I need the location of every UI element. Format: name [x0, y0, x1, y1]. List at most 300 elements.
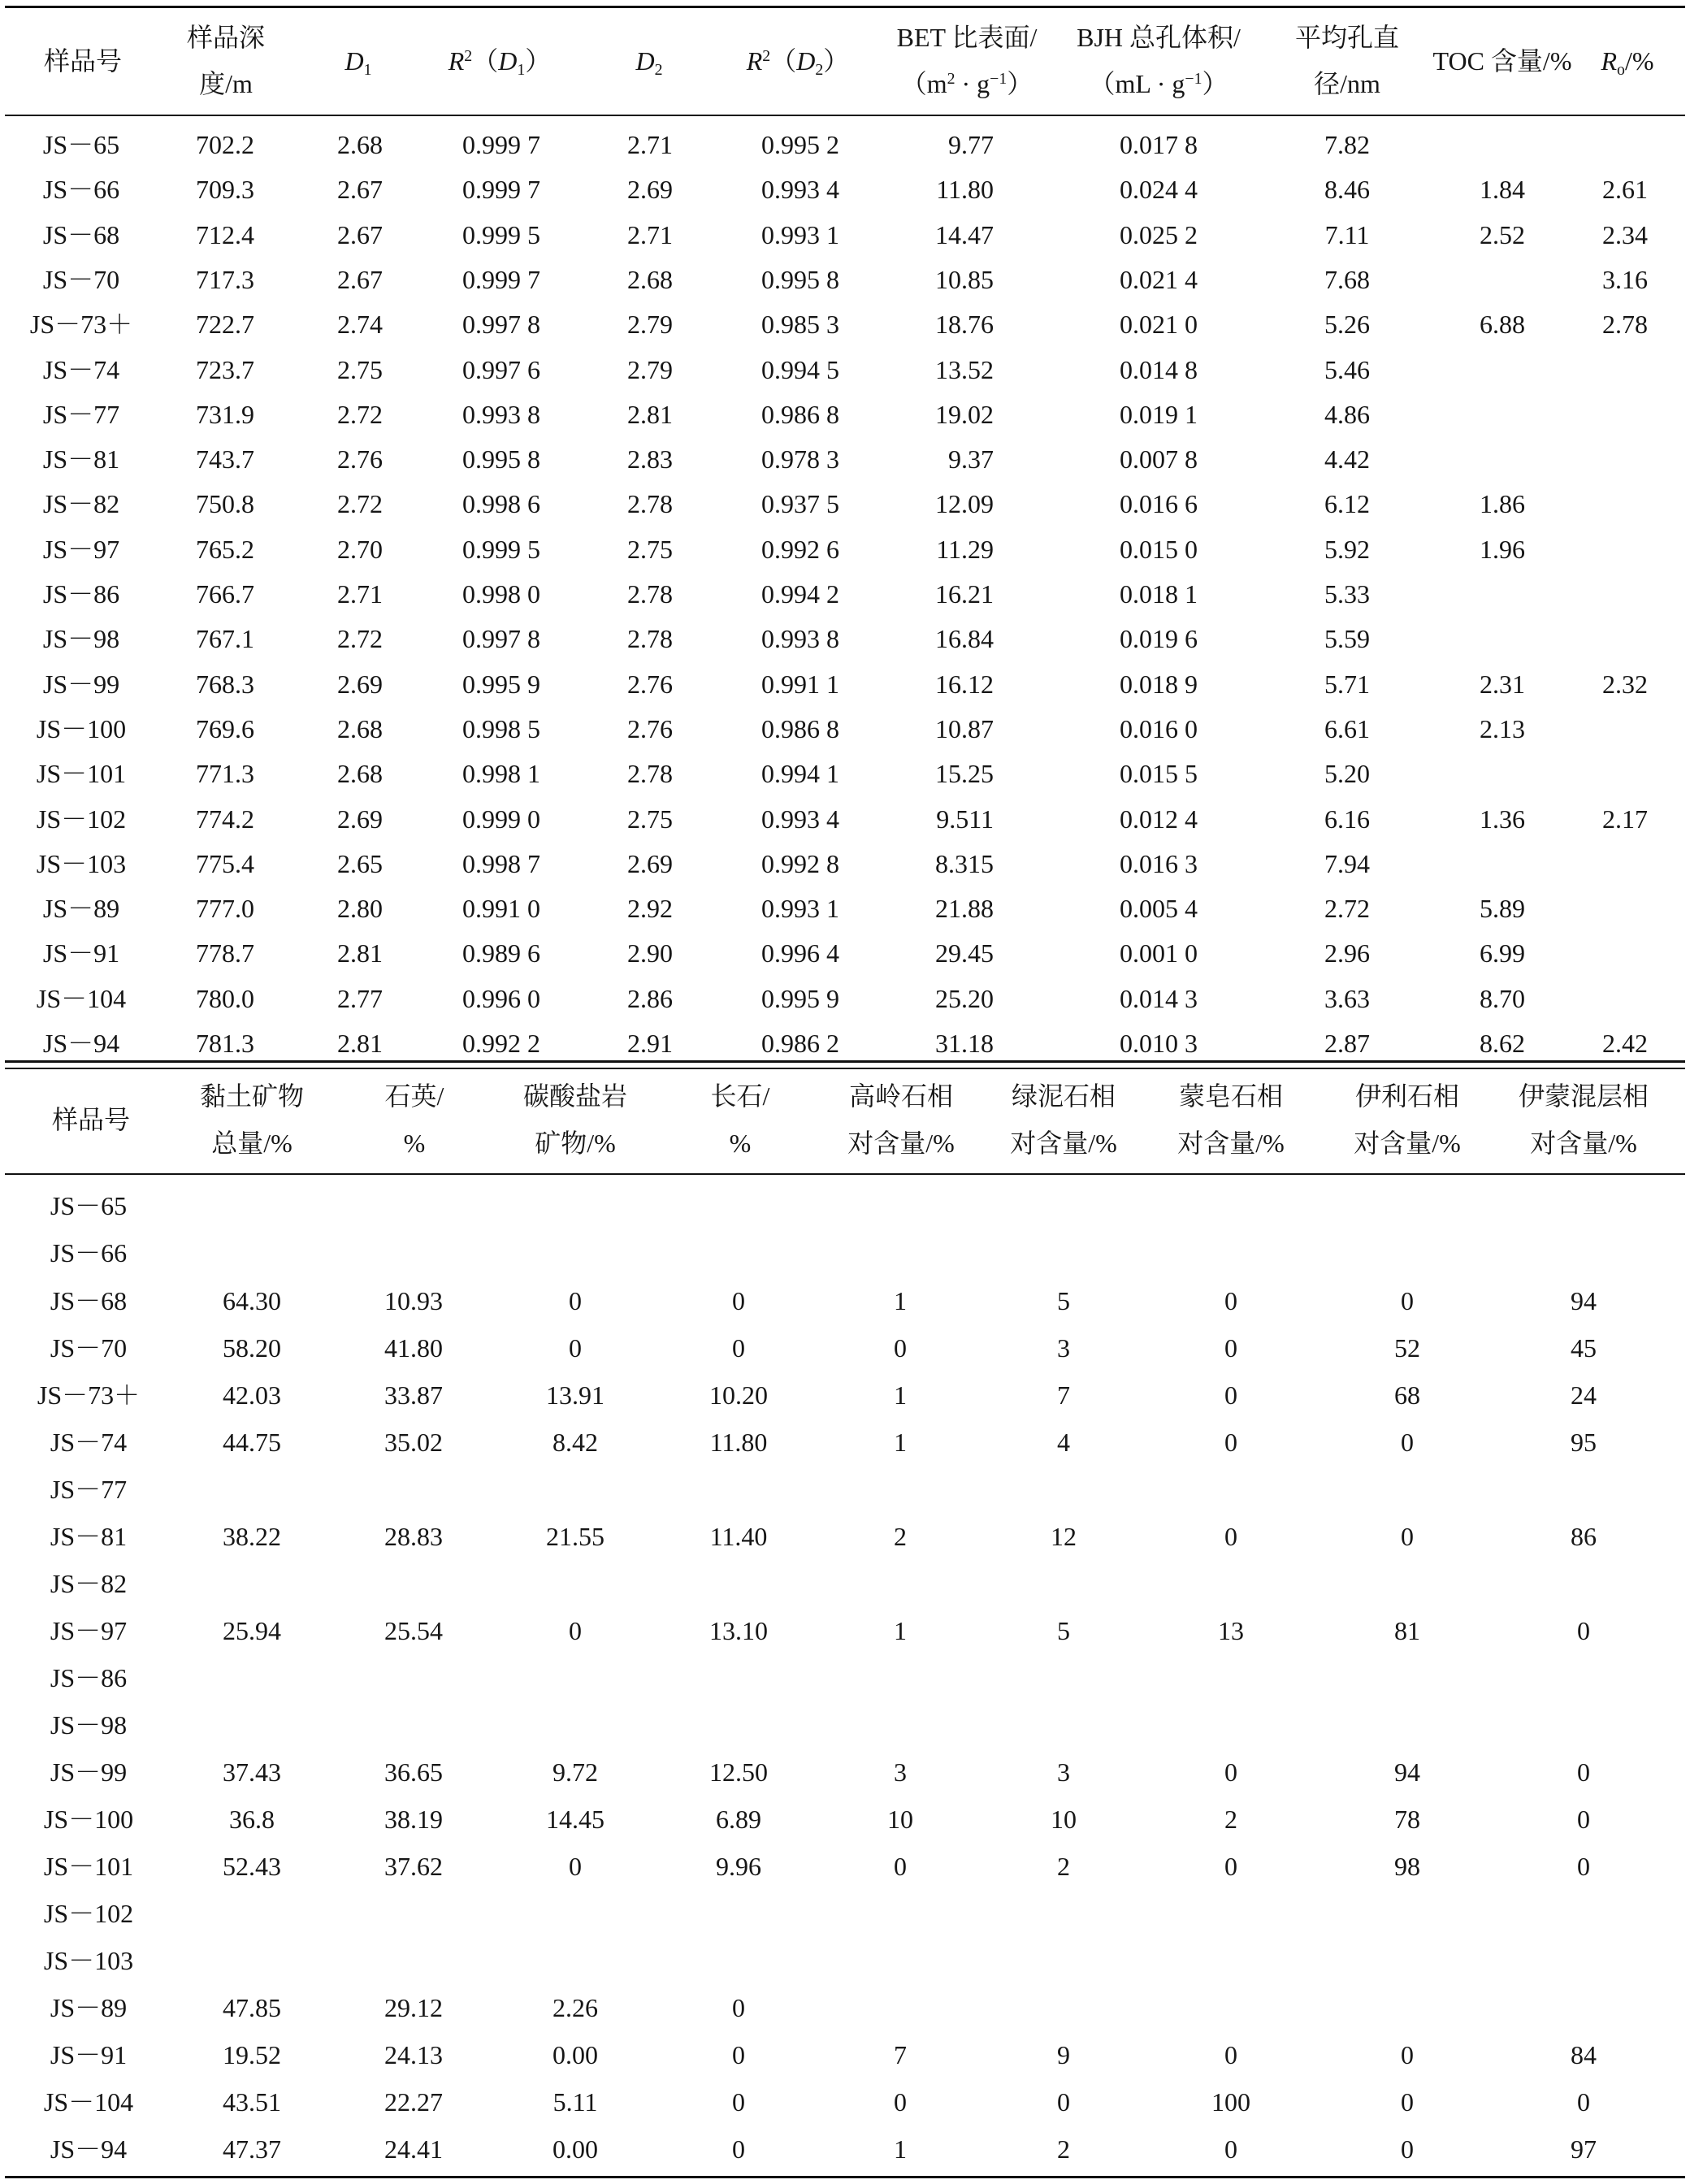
cell-smectite: 2: [1224, 1805, 1237, 1835]
cell-sample: JS－89: [42, 894, 120, 924]
d-subscript: 1: [517, 61, 526, 80]
cell-feldspar: 10.20: [709, 1380, 768, 1410]
cell-sample: JS－103: [43, 1946, 134, 1976]
cell-illite-smectite: 86: [1571, 1521, 1597, 1551]
table-row: [0, 2080, 1690, 2124]
cell-sample: JS－103: [36, 848, 127, 878]
cell-kaolinite: [852, 1892, 949, 1935]
cell-chlorite: 2: [1057, 1852, 1070, 1882]
t2-header-chlorite-line1: 绿泥石相: [1011, 1081, 1116, 1111]
table-row: [0, 1373, 1690, 1417]
cell-pore-diameter: 7.68: [1324, 264, 1370, 294]
cell-ro: [1584, 843, 1666, 884]
cell-d2: 2.79: [627, 310, 673, 340]
cell-clay-total: [187, 1656, 317, 1700]
cell-kaolinite: [852, 1184, 949, 1228]
r-symbol: R: [746, 46, 763, 76]
cell-toc: 8.62: [1480, 1029, 1525, 1058]
cell-carbonate: 0.00: [552, 2134, 598, 2164]
cell-r2-d1: 0.998 6: [462, 489, 540, 519]
cell-ro: [1584, 394, 1666, 435]
cell-smectite: 0: [1224, 2134, 1237, 2164]
cell-bet: 19.02: [935, 399, 994, 429]
cell-pore-diameter: 4.86: [1324, 399, 1370, 429]
table-row: [0, 1326, 1690, 1370]
cell-kaolinite: [852, 1231, 949, 1275]
cell-r2-d2: 0.992 6: [761, 534, 839, 564]
cell-depth: 743.7: [196, 444, 254, 474]
cell-d1: 2.70: [337, 534, 383, 564]
t2-header-chlorite-line2: 对含量/%: [1010, 1129, 1117, 1158]
cell-chlorite: 7: [1057, 1380, 1070, 1410]
cell-r2-d1: 0.996 0: [462, 983, 540, 1013]
cell-r2-d1: 0.997 6: [462, 354, 540, 384]
cell-smectite: [1182, 1892, 1280, 1935]
cell-bet: 8.315: [935, 848, 994, 878]
table-row: [0, 1703, 1690, 1747]
paren-close: ）: [823, 46, 850, 76]
cell-carbonate: 0: [569, 1852, 582, 1882]
cell-sample: JS－100: [43, 1805, 134, 1835]
table-row: [0, 1892, 1690, 1935]
cell-r2-d2: 0.978 3: [761, 444, 839, 474]
cell-pore-diameter: 7.94: [1324, 848, 1370, 878]
cell-bjh: 0.016 3: [1120, 848, 1198, 878]
cell-sample: JS－100: [36, 713, 127, 743]
cell-toc: [1454, 843, 1551, 884]
cell-chlorite: 9: [1057, 2040, 1070, 2070]
cell-sample: JS－91: [42, 938, 120, 968]
cell-smectite: 0: [1224, 1332, 1237, 1363]
cell-depth: 717.3: [196, 264, 254, 294]
cell-d2: 2.78: [627, 759, 673, 789]
cell-d1: 2.76: [337, 444, 383, 474]
cell-quartz: [357, 1892, 470, 1935]
cell-illite: [1358, 1467, 1456, 1511]
cell-r2-d1: 0.998 1: [462, 759, 540, 789]
cell-bet: 9.37: [948, 444, 994, 474]
cell-bjh: 0.017 8: [1120, 130, 1198, 159]
cell-sample: JS－68: [42, 219, 120, 249]
cell-illite: 98: [1394, 1852, 1420, 1882]
cell-pore-diameter: 2.87: [1324, 1029, 1370, 1058]
cell-smectite: [1182, 1703, 1280, 1747]
cell-bjh: 0.018 1: [1120, 579, 1198, 609]
cell-toc: 2.31: [1480, 669, 1525, 699]
cell-sample: JS－98: [42, 624, 120, 654]
cell-clay-total: 47.37: [223, 2134, 281, 2164]
cell-ro: [1584, 483, 1666, 524]
cell-r2-d1: 0.999 5: [462, 534, 540, 564]
t2-header-quartz-line2: %: [403, 1129, 426, 1158]
cell-bjh: 0.001 0: [1120, 938, 1198, 968]
t2-header-smectite-line2: 对含量/%: [1177, 1129, 1285, 1158]
cell-r2-d2: 0.986 8: [761, 399, 839, 429]
cell-depth: 778.7: [196, 938, 254, 968]
cell-illite-smectite: 0: [1577, 1615, 1590, 1645]
cell-sample: JS－97: [42, 534, 120, 564]
cell-bjh: 0.019 1: [1120, 399, 1198, 429]
cell-r2-d2: 0.995 8: [761, 264, 839, 294]
cell-feldspar: 9.96: [716, 1852, 761, 1882]
t2-header-kaolinite-line2: 对含量/%: [847, 1129, 955, 1158]
cell-quartz: 33.87: [384, 1380, 443, 1410]
cell-clay-total: 25.94: [223, 1615, 281, 1645]
cell-r2-d2: 0.996 4: [761, 938, 839, 968]
cell-clay-total: 43.51: [223, 2087, 281, 2117]
cell-sample: JS－70: [50, 1332, 128, 1363]
cell-r2-d1: 0.998 7: [462, 848, 540, 878]
table-row: [0, 1514, 1690, 1558]
table-row: [0, 1023, 1690, 1064]
cell-d2: 2.71: [627, 219, 673, 249]
cell-ro: 2.61: [1602, 175, 1648, 205]
cell-sample: JS－74: [42, 354, 120, 384]
table-row: [0, 349, 1690, 390]
d-symbol: D: [498, 46, 518, 76]
cell-smectite: 0: [1224, 2040, 1237, 2070]
cell-sample: JS－101: [36, 759, 127, 789]
cell-sample: JS－99: [42, 669, 120, 699]
cell-toc: 1.36: [1480, 804, 1525, 834]
cell-smectite: 0: [1224, 1852, 1237, 1882]
cell-r2-d2: 0.995 2: [761, 130, 839, 159]
cell-depth: 777.0: [196, 894, 254, 924]
cell-depth: 774.2: [196, 804, 254, 834]
cell-pore-diameter: 6.16: [1324, 804, 1370, 834]
t1-header-pore-line1: 平均孔直: [1294, 23, 1399, 52]
table-separator-rule-thin: [5, 1068, 1685, 1069]
t2-header-clay-line1: 黏土矿物: [199, 1081, 304, 1111]
cell-illite: [1358, 1986, 1456, 2030]
cell-clay-total: 47.85: [223, 1993, 281, 2023]
t1-header-bet-unit: [869, 67, 1064, 100]
cell-d2: 2.92: [627, 894, 673, 924]
cell-feldspar: 0: [732, 2087, 745, 2117]
t1-header-bjh-line1: BJH 总孔体积/: [1077, 23, 1241, 52]
cell-pore-diameter: 6.12: [1324, 489, 1370, 519]
table-row: [0, 1750, 1690, 1794]
cell-r2-d2: 0.992 8: [761, 848, 839, 878]
cell-clay-total: [187, 1562, 317, 1606]
cell-smectite: 100: [1211, 2087, 1250, 2117]
cell-toc: [1454, 124, 1551, 165]
table-row: [0, 1656, 1690, 1700]
cell-chlorite: 5: [1057, 1285, 1070, 1315]
r-superscript: 2: [762, 47, 771, 66]
table-row: [0, 483, 1690, 524]
cell-sample: JS－94: [50, 2134, 128, 2164]
table-row: [0, 439, 1690, 479]
cell-r2-d1: 0.992 2: [462, 1029, 540, 1058]
cell-clay-total: 52.43: [223, 1852, 281, 1882]
cell-illite: [1358, 1562, 1456, 1606]
cell-kaolinite: [852, 1703, 949, 1747]
cell-d1: 2.67: [337, 219, 383, 249]
cell-bjh: 0.012 4: [1120, 804, 1198, 834]
cell-sample: JS－82: [50, 1568, 128, 1598]
cell-r2-d1: 0.999 0: [462, 804, 540, 834]
cell-ro: [1584, 529, 1666, 570]
cell-r2-d1: 0.995 9: [462, 669, 540, 699]
cell-sample: JS－104: [36, 983, 127, 1013]
table-row: [0, 843, 1690, 884]
cell-d1: 2.69: [337, 804, 383, 834]
cell-toc: 6.88: [1480, 310, 1525, 340]
cell-carbonate: 21.55: [546, 1521, 604, 1551]
table2-header-rule: [5, 1173, 1685, 1175]
cell-d1: 2.74: [337, 310, 383, 340]
cell-chlorite: 4: [1057, 1427, 1070, 1457]
d-symbol: D: [344, 46, 364, 76]
cell-bjh: 0.010 3: [1120, 1029, 1198, 1058]
cell-ro: 2.17: [1602, 804, 1648, 834]
cell-feldspar: [682, 1231, 795, 1275]
cell-feldspar: [682, 1892, 795, 1935]
table-row: [0, 1844, 1690, 1888]
cell-chlorite: [1015, 1939, 1112, 1982]
unit-open: （mL · g: [1089, 69, 1185, 98]
cell-clay-total: [187, 1184, 317, 1228]
cell-bjh: 0.025 2: [1120, 219, 1198, 249]
cell-toc: 1.86: [1480, 489, 1525, 519]
cell-d1: 2.77: [337, 983, 383, 1013]
cell-kaolinite: 1: [894, 1285, 907, 1315]
cell-ro: 2.78: [1602, 310, 1648, 340]
cell-r2-d1: 0.999 5: [462, 219, 540, 249]
cell-bet: 31.18: [935, 1029, 994, 1058]
cell-sample: JS－86: [42, 579, 120, 609]
cell-depth: 722.7: [196, 310, 254, 340]
cell-ro: [1584, 978, 1666, 1019]
t1-header-bjh-unit: [1053, 67, 1264, 100]
t1-header-pore-line2: 径/nm: [1314, 69, 1380, 98]
t2-header-clay-line2: 总量/%: [211, 1129, 292, 1158]
cell-bet: 10.87: [935, 713, 994, 743]
cell-illite: 0: [1401, 2040, 1414, 2070]
cell-d2: 2.75: [627, 804, 673, 834]
cell-quartz: [357, 1939, 470, 1982]
cell-illite: 81: [1394, 1615, 1420, 1645]
t2-header-carbonate-line2: 矿物/%: [535, 1129, 616, 1158]
top-rule: [5, 6, 1685, 8]
cell-pore-diameter: 6.61: [1324, 713, 1370, 743]
cell-chlorite: 12: [1051, 1521, 1077, 1551]
t1-header-r2-d1: [427, 45, 573, 80]
cell-illite-smectite: [1527, 1986, 1640, 2030]
t2-header-quartz-line1: 石英/: [384, 1081, 444, 1111]
cell-d1: 2.80: [337, 894, 383, 924]
unit: /%: [1624, 46, 1654, 76]
t2-header-illite-line1: 伊利石相: [1354, 1081, 1459, 1111]
cell-r2-d1: 0.998 0: [462, 579, 540, 609]
cell-ro: 3.16: [1602, 264, 1648, 294]
cell-toc: [1454, 753, 1551, 794]
cell-clay-total: 38.22: [223, 1521, 281, 1551]
cell-smectite: 0: [1224, 1427, 1237, 1457]
cell-ro: [1584, 888, 1666, 929]
cell-sample: JS－89: [50, 1993, 128, 2023]
cell-d2: 2.78: [627, 489, 673, 519]
cell-sample: JS－65: [42, 130, 120, 159]
cell-sample: JS－73＋: [29, 310, 133, 340]
cell-r2-d2: 0.994 2: [761, 579, 839, 609]
cell-r2-d1: 0.993 8: [462, 399, 540, 429]
cell-toc: 6.99: [1480, 938, 1525, 968]
cell-quartz: 37.62: [384, 1852, 443, 1882]
r-superscript: 2: [464, 47, 473, 66]
table-row: [0, 1609, 1690, 1653]
cell-kaolinite: 0: [894, 2087, 907, 2117]
cell-quartz: 24.13: [384, 2040, 443, 2070]
table-row: [0, 1939, 1690, 1982]
cell-bjh: 0.018 9: [1120, 669, 1198, 699]
cell-carbonate: 9.72: [552, 1757, 598, 1787]
cell-d1: 2.67: [337, 264, 383, 294]
cell-bet: 11.80: [936, 175, 994, 205]
cell-smectite: [1182, 1231, 1280, 1275]
cell-quartz: [357, 1703, 470, 1747]
cell-d2: 2.69: [627, 848, 673, 878]
cell-sample: JS－65: [50, 1191, 128, 1221]
cell-d2: 2.76: [627, 713, 673, 743]
cell-kaolinite: 0: [894, 1852, 907, 1882]
table-row: [0, 529, 1690, 570]
paren-open: （: [472, 46, 499, 76]
cell-d1: 2.81: [337, 1029, 383, 1058]
cell-toc: 2.13: [1480, 713, 1525, 743]
cell-feldspar: [682, 1184, 795, 1228]
cell-depth: 769.6: [196, 713, 254, 743]
cell-d1: 2.68: [337, 713, 383, 743]
cell-kaolinite: 1: [894, 1615, 907, 1645]
cell-smectite: 0: [1224, 1521, 1237, 1551]
cell-ro: [1584, 933, 1666, 973]
cell-d2: 2.83: [627, 444, 673, 474]
cell-depth: 709.3: [196, 175, 254, 205]
cell-carbonate: [510, 1467, 640, 1511]
cell-illite-smectite: [1527, 1231, 1640, 1275]
t1-header-sample: 样品号: [43, 46, 122, 76]
cell-carbonate: [510, 1231, 640, 1275]
cell-d2: 2.71: [627, 130, 673, 159]
cell-quartz: [357, 1184, 470, 1228]
cell-pore-diameter: 4.42: [1324, 444, 1370, 474]
cell-smectite: 13: [1218, 1615, 1244, 1645]
cell-illite: 0: [1401, 1521, 1414, 1551]
cell-sample: JS－73＋: [37, 1380, 141, 1410]
cell-illite: [1358, 1892, 1456, 1935]
cell-sample: JS－81: [50, 1521, 128, 1551]
cell-r2-d1: 0.999 7: [462, 175, 540, 205]
cell-quartz: [357, 1467, 470, 1511]
table1-header-rule: [5, 115, 1685, 116]
cell-r2-d2: 0.991 1: [761, 669, 839, 699]
table-row: [0, 933, 1690, 973]
t2-header-illite-line2: 对含量/%: [1354, 1129, 1461, 1158]
table-row: [0, 799, 1690, 839]
cell-chlorite: [1015, 1892, 1112, 1935]
cell-clay-total: [187, 1939, 317, 1982]
table-row: [0, 1420, 1690, 1464]
cell-illite-smectite: [1527, 1892, 1640, 1935]
cell-smectite: [1182, 1939, 1280, 1982]
cell-quartz: [357, 1562, 470, 1606]
cell-smectite: 0: [1224, 1285, 1237, 1315]
cell-chlorite: [1015, 1986, 1112, 2030]
cell-feldspar: 0: [732, 1332, 745, 1363]
cell-d1: 2.75: [337, 354, 383, 384]
cell-illite: [1358, 1184, 1456, 1228]
cell-chlorite: [1015, 1703, 1112, 1747]
cell-d2: 2.78: [627, 579, 673, 609]
cell-clay-total: [187, 1231, 317, 1275]
cell-feldspar: [682, 1939, 795, 1982]
r-symbol: R: [1601, 46, 1618, 76]
r-symbol: R: [448, 46, 465, 76]
cell-r2-d2: 0.993 1: [761, 219, 839, 249]
cell-ro: [1584, 439, 1666, 479]
cell-carbonate: 0: [569, 1332, 582, 1363]
cell-quartz: 22.27: [384, 2087, 443, 2117]
table-row: [0, 888, 1690, 929]
cell-r2-d2: 0.993 4: [761, 175, 839, 205]
cell-depth: 781.3: [196, 1029, 254, 1058]
cell-depth: 765.2: [196, 534, 254, 564]
table-row: [0, 2127, 1690, 2171]
cell-bjh: 0.005 4: [1120, 894, 1198, 924]
t2-header-smectite-line1: 蒙皂石相: [1178, 1081, 1283, 1111]
cell-chlorite: 3: [1057, 1332, 1070, 1363]
cell-toc: [1454, 618, 1551, 659]
d-symbol: D: [796, 46, 816, 76]
t1-header-d1: [326, 45, 391, 80]
cell-quartz: 24.41: [384, 2134, 443, 2164]
cell-sample: JS－77: [42, 399, 120, 429]
cell-illite-smectite: [1527, 1184, 1640, 1228]
cell-illite-smectite: 95: [1571, 1427, 1597, 1457]
table-row: [0, 124, 1690, 165]
cell-kaolinite: [852, 1939, 949, 1982]
cell-bet: 25.20: [935, 983, 994, 1013]
table-row: [0, 169, 1690, 210]
cell-d2: 2.79: [627, 354, 673, 384]
cell-carbonate: 8.42: [552, 1427, 598, 1457]
t1-header-ro: [1587, 45, 1668, 80]
t2-header-illite-smectite-line1: 伊蒙混层相: [1518, 1081, 1649, 1111]
cell-quartz: 41.80: [384, 1332, 443, 1363]
cell-bet: 16.12: [935, 669, 994, 699]
cell-d1: 2.65: [337, 848, 383, 878]
cell-chlorite: [1015, 1231, 1112, 1275]
cell-quartz: 38.19: [384, 1805, 443, 1835]
cell-bet: 11.29: [936, 534, 994, 564]
cell-feldspar: [682, 1562, 795, 1606]
cell-illite-smectite: 97: [1571, 2134, 1597, 2164]
cell-pore-diameter: 5.92: [1324, 534, 1370, 564]
cell-pore-diameter: 5.20: [1324, 759, 1370, 789]
cell-sample: JS－97: [50, 1615, 128, 1645]
cell-feldspar: 0: [732, 2040, 745, 2070]
cell-d1: 2.72: [337, 399, 383, 429]
d-subscript: 2: [654, 61, 663, 80]
table-row: [0, 618, 1690, 659]
cell-ro: [1584, 753, 1666, 794]
cell-clay-total: 37.43: [223, 1757, 281, 1787]
cell-d2: 2.90: [627, 938, 673, 968]
cell-depth: 712.4: [196, 219, 254, 249]
cell-depth: 775.4: [196, 848, 254, 878]
